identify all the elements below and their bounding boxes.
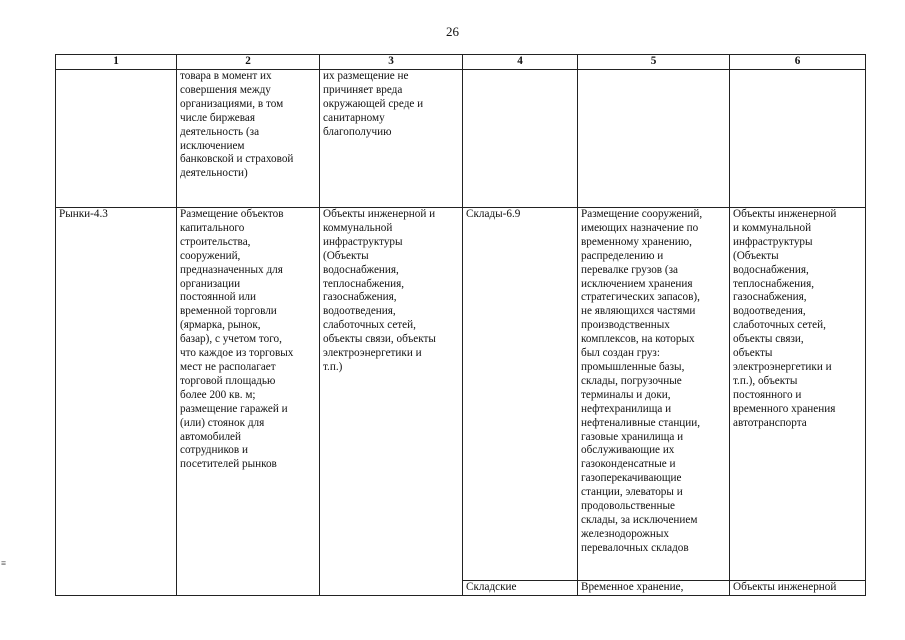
table-row	[56, 70, 866, 208]
cell-text: Объекты инженерной	[733, 581, 837, 593]
table-cell	[320, 70, 463, 208]
cell-text: Объекты инженерной и коммунальной инфраструктуры (Объекты водоснабжения, теплоснабжения, газоснабжения, водоотведения, слаботочных сетей, объекты связи, объекты электроэнергетики и т.п.), объекты постоянного и временного хранения автотранспорта	[733, 208, 837, 429]
zoning-table	[55, 54, 866, 596]
column-header-4: 4	[463, 55, 578, 70]
table-cell	[177, 70, 320, 208]
margin-mark: ≡	[1, 558, 6, 568]
table-cell	[177, 208, 320, 596]
page-number: 26	[446, 24, 459, 39]
table-cell	[463, 581, 578, 596]
table-cell	[463, 208, 578, 581]
cell-text: Временное хранение,	[581, 581, 684, 593]
table-cell	[56, 208, 177, 596]
table-cell	[730, 581, 866, 596]
table-row	[56, 208, 866, 581]
table-cell	[463, 70, 578, 208]
header-row	[56, 55, 866, 70]
cell-text: Размещение сооружений, имеющих назначение по временному хранению, распределению и перевалке грузов (за исключением хранения стратегических запасов), не являющихся частями производственных комплексов, на которых был создан груз: промышленные базы, склады, погрузочные терминалы и доки, нефтехранилища и нефтеналивные станции, газовые хранилища и обслуживающие их газоконденсатные и газоперекачивающие станции, элеваторы и продовольственные склады, за исключением железнодорожных перевалочных складов	[581, 208, 703, 554]
table-cell	[730, 70, 866, 208]
cell-text: Склады-6.9	[466, 208, 521, 220]
cell-text: товара в момент их совершения между организациями, в том числе биржевая деятельность (за исключением банковской и страховой деятельности)	[180, 70, 294, 180]
column-header-3: 3	[320, 55, 463, 70]
cell-text: Рынки-4.3	[59, 208, 108, 220]
table-cell	[578, 581, 730, 596]
table-cell	[320, 208, 463, 596]
cell-text: Объекты инженерной и коммунальной инфраструктуры (Объекты водоснабжения, теплоснабжения, газоснабжения, водоотведения, слаботочных сетей, объекты связи, объекты электроэнергетики и т.п.)	[323, 208, 436, 373]
column-header-5: 5	[578, 55, 730, 70]
table-cell	[730, 208, 866, 581]
column-header-6: 6	[730, 55, 866, 70]
table-cell	[578, 70, 730, 208]
cell-text: Размещение объектов капитального строительства, сооружений, предназначенных для организации постоянной или временной торговли (ярмарка, рынок, базар), с учетом того, что каждое из торговых мест не располагает торговой площадью более 200 кв. м; размещение гаражей и (или) стоянок для автомобилей сотрудников и посетителей рынков	[180, 208, 294, 471]
column-header-1: 1	[56, 55, 177, 70]
cell-text: их размещение не причиняет вреда окружающей среде и санитарному благополучию	[323, 70, 424, 138]
table-cell	[578, 208, 730, 581]
column-header-2: 2	[177, 55, 320, 70]
table-cell	[56, 70, 177, 208]
cell-text: Складские	[466, 581, 517, 593]
